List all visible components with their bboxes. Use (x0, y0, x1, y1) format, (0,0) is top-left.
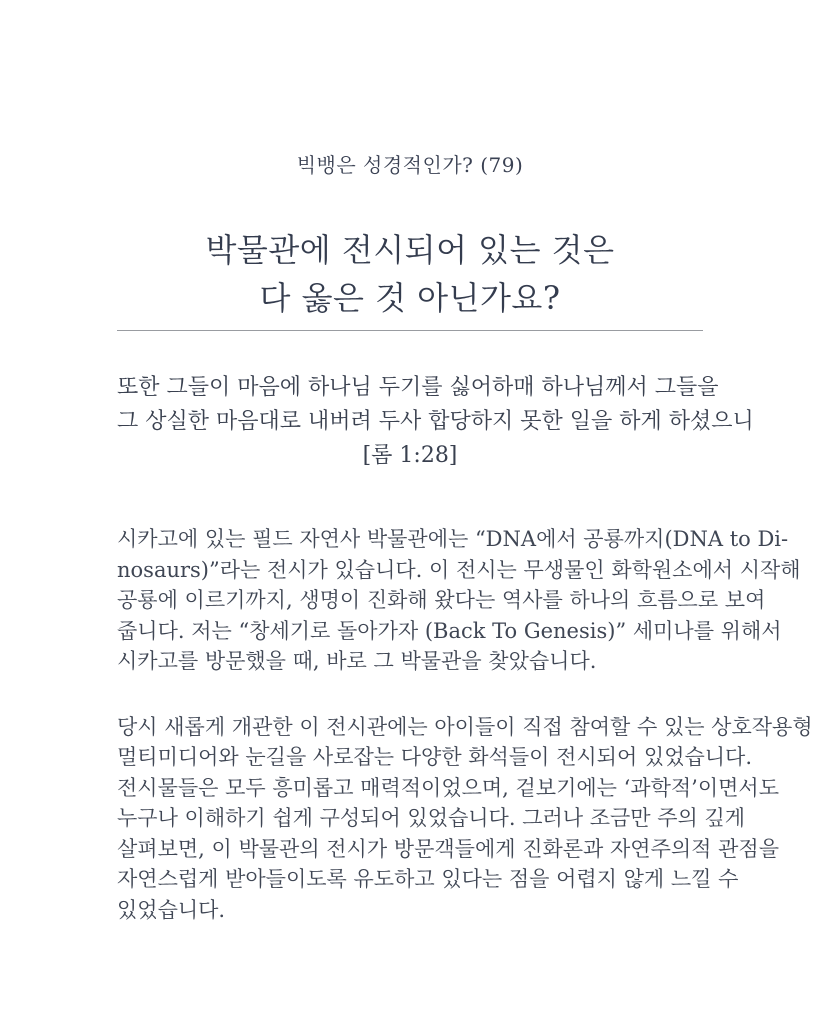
title-line-1: 박물관에 전시되어 있는 것은 (205, 231, 615, 269)
article-content (117, 0, 813, 925)
body-paragraph-2 (117, 712, 813, 926)
paragraph-line: nosaurs)”라는 전시가 있습니다. 이 전시는 무생물인 화학원소에서 시작해 (117, 557, 801, 582)
title-divider (117, 330, 703, 331)
scripture-quote (117, 371, 754, 473)
paragraph-line: 살펴보면, 이 박물관의 전시가 방문객들에게 진화론과 자연주의적 관점을 (117, 836, 779, 861)
paragraph-line: 있었습니다. (117, 897, 226, 922)
body-paragraph-1 (117, 524, 801, 677)
paragraph-line: 당시 새롭게 개관한 이 전시관에는 아이들이 직접 참여할 수 있는 상호작용형 (117, 714, 813, 739)
paragraph-line: 전시물들은 모두 흥미롭고 매력적이었으며, 겉보기에는 ‘과학적’이면서도 (117, 775, 779, 800)
quote-line-1: 또한 그들이 마음에 하나님 두기를 싫어하매 하나님께서 그들을 (117, 375, 719, 400)
paragraph-line: 공룡에 이르기까지, 생명이 진화해 왔다는 역사를 하나의 흐름으로 보여 (117, 588, 766, 612)
series-label: 빅뱅은 성경적인가? (79) (296, 153, 524, 177)
quote-line-2: 그 상실한 마음대로 내버려 두사 합당하지 못한 일을 하게 하셨으니 (117, 409, 754, 434)
paragraph-line: 멀티미디어와 눈길을 사로잡는 다양한 화석들이 전시되어 있었습니다. (117, 745, 753, 769)
paragraph-line: 누구나 이해하기 쉽게 구성되어 있었습니다. 그러나 조금만 주의 깊게 (117, 806, 746, 830)
quote-reference: [롬 1:28] (362, 443, 458, 468)
paragraph-line: 시카고에 있는 필드 자연사 박물관에는 “DNA에서 공룡까지(DNA to Di- (117, 527, 789, 551)
paragraph-line: 줍니다. 저는 “창세기로 돌아가자 (Back To Genesis)” 세미나를 위해서 (117, 618, 782, 643)
paragraph-line: 시카고를 방문했을 때, 바로 그 박물관을 찾았습니다. (117, 649, 597, 673)
paragraph-line: 자연스럽게 받아들이도록 유도하고 있다는 점을 어렵지 않게 느낄 수 (117, 867, 739, 891)
page-title (117, 226, 703, 322)
title-line-2: 다 옳은 것 아닌가요? (259, 279, 561, 317)
